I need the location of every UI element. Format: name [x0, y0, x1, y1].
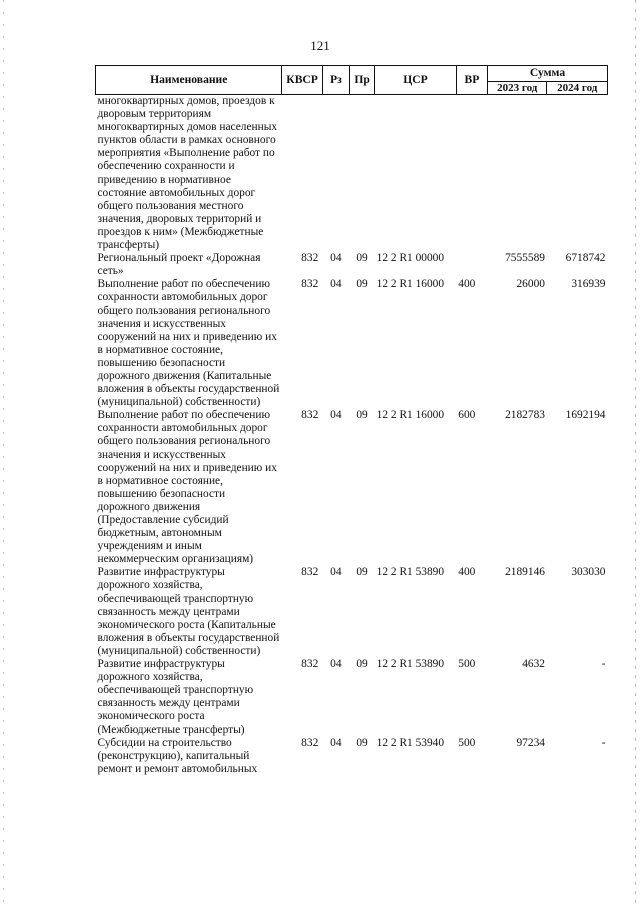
row-rz: 04	[330, 252, 342, 265]
budget-table	[95, 65, 608, 776]
row-csr: 12 2 R1 16000	[376, 409, 445, 422]
row-sum-2023	[488, 95, 547, 253]
table-row	[96, 278, 608, 409]
row-pr: 09	[356, 409, 368, 422]
row-pr: 09	[356, 566, 368, 579]
row-rz: 04	[330, 409, 342, 422]
row-csr: 12 2 R1 53890	[376, 658, 445, 671]
scan-edge-right	[635, 0, 636, 905]
row-kvsr: 832	[301, 566, 319, 579]
row-pr: 09	[356, 252, 368, 265]
row-csr: 12 2 R1 53940	[376, 736, 445, 749]
row-sum-2024: -	[601, 658, 606, 671]
table-row	[96, 409, 608, 566]
row-vr: 500	[458, 658, 476, 671]
row-rz: 04	[330, 278, 342, 291]
row-pr: 09	[356, 658, 368, 671]
row-sum-2023: 2189146	[505, 566, 545, 579]
row-pr: 09	[356, 278, 368, 291]
header-rz: Рз	[322, 66, 349, 95]
row-vr: 400	[458, 278, 476, 291]
row-name: Выполнение работ по обеспечению сохранности автомобильных дорог общего пользования регионального значения и искусственных сооружений на них и приведению их в нормативное состояние, повышению безопасности дорожного движения (Капитальные вложения в объекты государственной (муниципальной) собственности)	[97, 278, 280, 409]
row-kvsr: 832	[301, 409, 319, 422]
row-name: Развитие инфраструктуры дорожного хозяйства, обеспечивающей транспортную связанность между центрами экономического роста (Межбюджетные трансферты)	[97, 658, 254, 736]
row-sum-2024: 6718742	[565, 252, 606, 265]
row-kvsr: 832	[301, 278, 319, 291]
row-csr	[375, 95, 457, 253]
table-row	[96, 658, 608, 737]
header-year-2024: 2024 год	[547, 81, 608, 94]
row-name: многоквартирных домов, проездов к дворовым территориям многоквартирных домов населенных пунктов области в рамках основного мероприятия «Выполнение работ по обеспечению сохранности и приведению в нормативное состояние автомобильных дорог общего пользования местного значения, дворовых территорий и проездов к ним» (Межбюджетные трансферты)	[97, 95, 278, 252]
table-body	[96, 95, 608, 776]
row-name: Развитие инфраструктуры дорожного хозяйства, обеспечивающей транспортную связанность между центрами экономического роста (Капитальные вложения в объекты государственной (муниципальной) собственности)	[97, 566, 280, 657]
row-kvsr: 832	[301, 736, 319, 749]
scan-edge-left	[3, 0, 4, 905]
row-sum-2023: 26000	[516, 278, 545, 291]
header-pr: Пр	[349, 66, 374, 95]
header-kvsr: КВСР	[282, 66, 322, 95]
row-name: Субсидии на строительство (реконструкцию), капитальный ремонт и ремонт автомобильных	[97, 736, 258, 775]
page-number: 121	[310, 38, 330, 53]
row-sum-2024: 303030	[571, 566, 606, 579]
row-csr: 12 2 R1 00000	[376, 252, 445, 265]
row-pr	[349, 95, 374, 253]
table-row	[96, 737, 608, 776]
row-vr	[456, 252, 487, 278]
row-rz	[322, 95, 349, 253]
row-name: Региональный проект «Дорожная сеть»	[97, 252, 261, 278]
row-csr: 12 2 R1 16000	[376, 278, 445, 291]
row-sum-2024: 1692194	[565, 409, 606, 422]
table-row	[96, 566, 608, 658]
row-vr	[456, 95, 487, 253]
row-vr: 400	[458, 566, 476, 579]
row-rz: 04	[330, 658, 342, 671]
row-kvsr: 832	[301, 658, 319, 671]
row-name: Выполнение работ по обеспечению сохранности автомобильных дорог общего пользования регионального значения и искусственных сооружений на них и приведению их в нормативное состояние, повышению безопасности дорожного движения (Предоставление субсидий бюджетным, автономным учреждениям и иным некоммерческим организациям)	[97, 409, 277, 566]
row-sum-2023: 4632	[522, 658, 545, 671]
table-row	[96, 252, 608, 278]
row-sum-2024	[547, 95, 608, 253]
row-rz: 04	[330, 736, 342, 749]
row-vr: 500	[458, 736, 476, 749]
header-csr: ЦСР	[375, 66, 457, 95]
row-sum-2023: 7555589	[505, 252, 545, 265]
header-name: Наименование	[96, 66, 282, 95]
table-header	[96, 66, 608, 95]
row-sum-2023: 97234	[516, 736, 545, 749]
row-rz: 04	[330, 566, 342, 579]
row-kvsr: 832	[301, 252, 319, 265]
table-row	[96, 95, 608, 253]
header-year-2023: 2023 год	[488, 81, 547, 94]
row-sum-2024: -	[601, 736, 606, 749]
header-vr: ВР	[456, 66, 487, 95]
row-vr: 600	[458, 409, 476, 422]
row-csr: 12 2 R1 53890	[376, 566, 445, 579]
row-sum-2024: 316939	[571, 278, 606, 291]
row-pr: 09	[356, 736, 368, 749]
header-sum: Сумма	[488, 66, 608, 82]
row-kvsr	[282, 95, 322, 253]
row-sum-2023: 2182783	[505, 409, 545, 422]
